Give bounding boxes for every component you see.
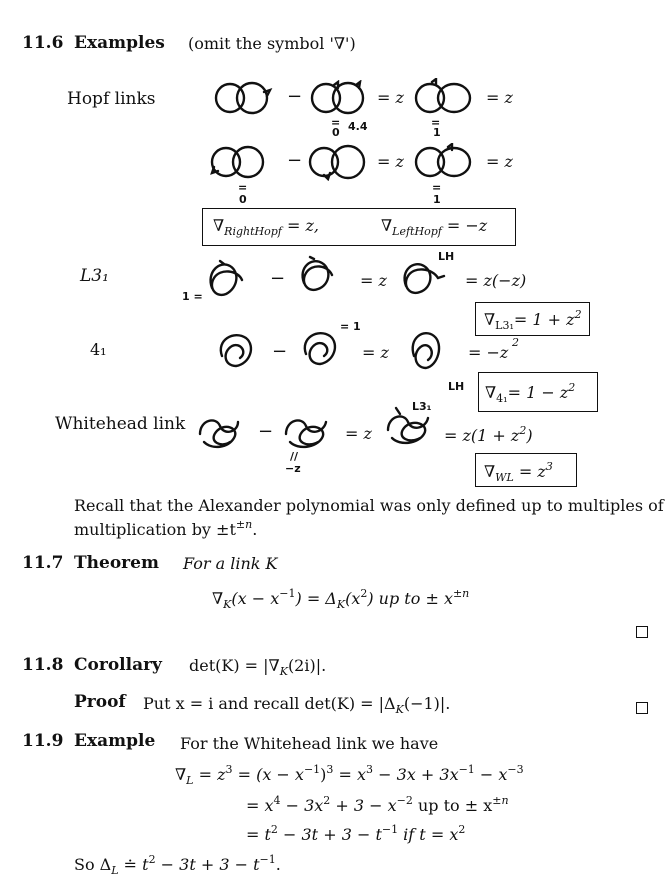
equation-part: = 1 − z: [507, 383, 569, 402]
subscript: K: [223, 598, 232, 611]
example-line-1: [175, 763, 524, 787]
hand-mark: LH: [448, 380, 465, 393]
section-number-11-8: 11.8: [22, 655, 64, 675]
qed-square: [636, 626, 648, 638]
figure-eight-diagram-3: [406, 326, 446, 374]
equation-part: − 3t + 3 − t: [277, 825, 382, 844]
section-number-11-6: 11.6: [22, 33, 64, 53]
nabla-symbol: ∇: [485, 383, 497, 402]
equation-part: = −z: [468, 343, 509, 362]
nabla-symbol: ∇: [213, 216, 225, 235]
equation-part: = z(−z): [465, 271, 527, 290]
subscript: WL: [495, 471, 514, 484]
figure-eight-diagram-1: [214, 330, 260, 370]
superscript: 3: [366, 763, 374, 776]
equation-part: = z: [377, 152, 404, 171]
superscript: 2: [574, 308, 582, 321]
hopf-link-diagram-4: [208, 143, 270, 181]
superscript: 3: [225, 763, 233, 776]
theorem-equation: [212, 587, 469, 611]
whitehead-link-diagram-2: [280, 412, 334, 452]
equation-part: = z(1 + z: [444, 426, 520, 445]
hand-mark: 0: [239, 193, 247, 206]
subscript: 4₁: [496, 392, 508, 405]
trefoil-diagram-2: [296, 255, 338, 295]
superscript: 2: [270, 823, 278, 836]
subscript: L: [111, 864, 119, 877]
proof-text: [143, 694, 450, 716]
equation-part: = z: [360, 271, 387, 290]
superscript: 2: [568, 381, 576, 394]
nabla-symbol: ∇: [175, 765, 187, 784]
equation-part: (−1)|.: [403, 694, 451, 713]
theorem-text: For a link K: [183, 554, 278, 573]
recall-line-2: [74, 518, 257, 539]
subscript: RightHopf: [224, 225, 282, 238]
equation-part: ≐ t: [118, 855, 149, 874]
superscript: −1: [303, 763, 321, 776]
4-1-result-box: [478, 372, 598, 412]
equation-part: if t = x: [398, 825, 459, 844]
hand-mark: LH: [438, 250, 455, 263]
hand-mark: =: [432, 181, 442, 194]
equation-part: (2i)|.: [287, 656, 327, 675]
hopf-link-diagram-1: [212, 80, 274, 116]
section-number-11-7: 11.7: [22, 553, 64, 573]
equation-part: = z: [362, 343, 389, 362]
superscript: ±n: [452, 587, 470, 600]
example-text: For the Whitehead link we have: [180, 734, 439, 753]
label-4-1: 4₁: [90, 340, 107, 359]
example-conclusion: [74, 853, 281, 877]
minus-sign: −: [258, 421, 274, 442]
equation-part: Put x = i and recall det(K) = |Δ: [143, 694, 396, 713]
equation-part: = x: [333, 765, 367, 784]
label-hopf-links: Hopf links: [67, 89, 156, 109]
nabla-symbol: ∇: [212, 589, 224, 608]
equation-part: − 3t + 3 − t: [155, 855, 260, 874]
hand-mark: 0: [332, 126, 340, 139]
nabla-symbol: ∇: [381, 216, 393, 235]
superscript: 2: [458, 823, 466, 836]
subscript: K: [395, 703, 404, 716]
hand-mark: =: [331, 116, 341, 129]
superscript: −1: [259, 853, 276, 866]
recall-text: multiplication by ±t: [74, 520, 236, 539]
equation-part: det(K) = |∇: [189, 656, 280, 675]
hand-mark: 4.4: [348, 120, 368, 133]
superscript: −2: [396, 794, 413, 807]
superscript: 4: [273, 794, 281, 807]
equation-part: = t: [246, 825, 271, 844]
figure-eight-diagram-2: [298, 328, 344, 370]
corollary-text: [189, 656, 326, 678]
hand-mark: 1 =: [182, 290, 203, 303]
recall-text: .: [252, 520, 258, 539]
superscript: 2: [519, 424, 527, 437]
superscript: ±n: [492, 794, 509, 807]
section-title-example: Example: [74, 731, 156, 751]
nabla-symbol: ∇: [484, 310, 496, 329]
superscript: 3: [326, 763, 334, 776]
hopf-link-diagram-2: [308, 80, 370, 116]
equation-part: = −z: [441, 216, 488, 235]
superscript: −1: [279, 587, 296, 600]
equation-part: = z: [193, 765, 226, 784]
hand-mark: −z: [285, 462, 301, 475]
superscript: ±n: [235, 518, 253, 531]
l31-result-box: [475, 302, 590, 336]
example-line-3: [246, 823, 465, 844]
minus-sign: −: [272, 341, 288, 362]
hand-mark: 1: [433, 126, 441, 139]
whitehead-result-box: [475, 453, 577, 487]
hopf-link-diagram-5: [306, 143, 372, 181]
example-line-2: [246, 794, 509, 815]
proof-title: Proof: [74, 692, 126, 712]
equation-part: + 3 − x: [330, 796, 397, 815]
equation-part: = z: [377, 88, 404, 107]
equation-part: = z,: [281, 216, 319, 235]
superscript: −1: [458, 763, 475, 776]
superscript: 2: [148, 853, 156, 866]
equation-part: [444, 424, 533, 445]
equation-part: up to ± x: [412, 796, 493, 815]
superscript: 2: [360, 587, 368, 600]
equation-part: = 1 + z: [513, 310, 575, 329]
subscript: LeftHopf: [392, 225, 442, 238]
superscript: 2: [512, 336, 519, 349]
recall-line-1: Recall that the Alexander polynomial was only defined up to multiples of: [74, 496, 664, 515]
nabla-symbol: ∇: [484, 462, 496, 481]
equation-part: ) up to ± x: [367, 589, 453, 608]
equation-part: − 3x + 3x: [373, 765, 459, 784]
hand-mark: =: [431, 116, 441, 129]
section-title-corollary: Corollary: [74, 655, 162, 675]
trefoil-diagram-1: [204, 258, 248, 300]
section-number-11-9: 11.9: [22, 731, 64, 751]
equation-part: ): [320, 765, 327, 784]
minus-sign: −: [287, 150, 303, 171]
equation-part: (x: [345, 589, 361, 608]
superscript: −3: [507, 763, 524, 776]
hopf-result-box: [202, 208, 516, 246]
trefoil-diagram-3: [398, 258, 448, 298]
equation-part: (x − x: [231, 589, 280, 608]
equation-part: ): [526, 426, 533, 445]
label-l31: L3₁: [80, 266, 109, 286]
equation-part: = z: [486, 88, 513, 107]
equation-part: = x: [246, 796, 274, 815]
equation-part: = z: [513, 462, 546, 481]
minus-sign: −: [287, 86, 303, 107]
superscript: −1: [381, 823, 399, 836]
subscript: L: [186, 774, 194, 787]
equation-part: − x: [474, 765, 508, 784]
equation-part: .: [275, 855, 281, 874]
hopf-link-diagram-3: [412, 78, 476, 116]
label-whitehead-link: Whitehead link: [55, 414, 186, 434]
whitehead-link-diagram-1: [194, 412, 244, 452]
hand-mark: //: [290, 450, 299, 463]
equation-part: = (x − x: [232, 765, 304, 784]
equation-part: − 3x: [280, 796, 324, 815]
subscript: K: [279, 665, 288, 678]
section-title-theorem: Theorem: [74, 553, 159, 573]
subscript: K: [336, 598, 346, 611]
minus-sign: −: [270, 268, 286, 289]
hand-mark: L3₁: [412, 400, 432, 413]
equation-part: So Δ: [74, 855, 112, 874]
superscript: 3: [545, 460, 553, 473]
section-title-examples: Examples: [74, 33, 165, 53]
equation-part: ) = Δ: [295, 589, 337, 608]
hand-mark: 1: [433, 193, 441, 206]
subscript: L3₁: [495, 319, 514, 332]
superscript: 2: [323, 794, 331, 807]
hand-mark: =: [238, 181, 248, 194]
equation-part: = z: [345, 424, 372, 443]
hopf-link-diagram-6: [412, 143, 476, 181]
equation-part: = z: [486, 152, 513, 171]
section-note: (omit the symbol '∇'): [188, 34, 356, 53]
qed-square: [636, 702, 648, 714]
hand-mark: = 1: [340, 320, 361, 333]
